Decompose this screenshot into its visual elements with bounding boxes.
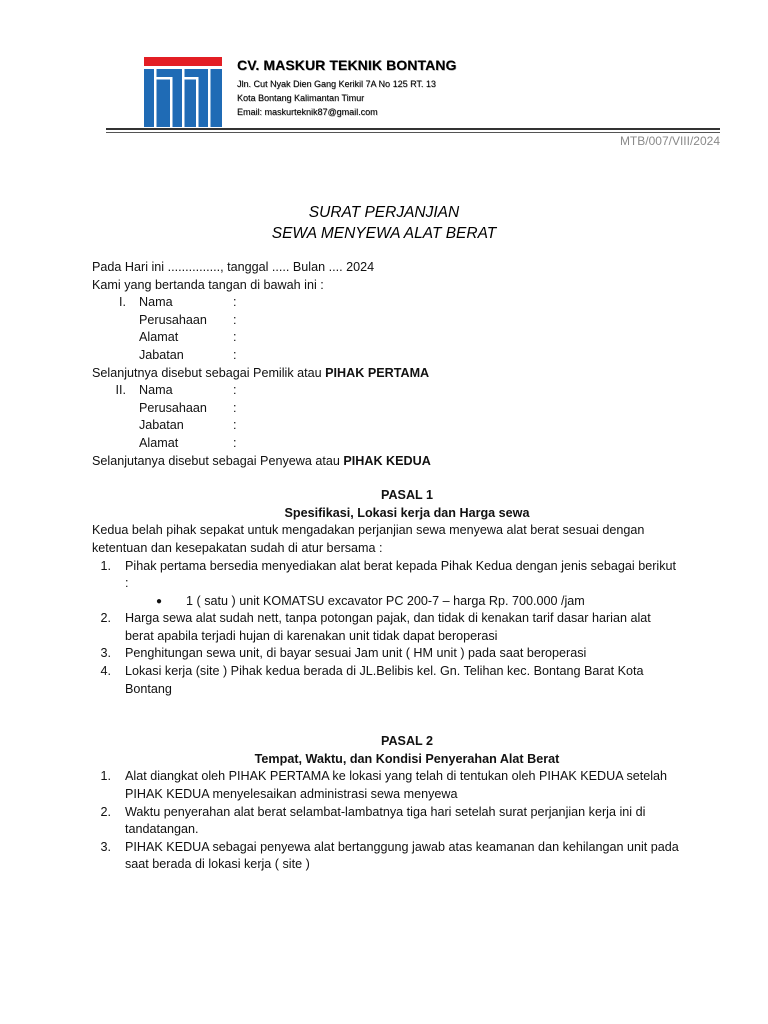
party1-block xyxy=(92,294,722,364)
party1-field-label: Jabatan xyxy=(139,347,184,362)
party2-row xyxy=(92,417,722,435)
pasal1-intro-line1: Kedua belah pihak sepakat untuk mengadakan perjanjian sewa menyewa alat berat sesuai dengan xyxy=(92,523,645,538)
party2-field-label: Jabatan xyxy=(139,418,184,433)
party2-field-label: Perusahaan xyxy=(139,400,207,415)
pasal1-intro-line2: ketentuan dan kesepakatan sudah di atur bersama : xyxy=(92,540,383,555)
party1-row xyxy=(92,294,722,312)
party2-numeral: II. xyxy=(115,383,126,398)
party2-row xyxy=(92,400,722,418)
party2-row xyxy=(92,382,722,400)
list-item: 3. PIHAK KEDUA sebagai penyewa alat bertanggung jawab atas keamanan dan kehilangan unit pada saat berada di lokasi kerja ( site ) xyxy=(100,839,679,872)
field-colon: : xyxy=(233,330,237,345)
party1-row xyxy=(92,329,722,347)
party2-designation: PIHAK KEDUA xyxy=(343,453,431,468)
pasal2-subheading: Tempat, Waktu, dan Kondisi Penyerahan Alat Berat xyxy=(254,751,560,766)
list-item: 2. Harga sewa alat sudah nett, tanpa potongan pajak, dan tidak di kenakan tarif dasar harian alat berat apabila terjadi hujan di karenakan unit tidak dapat beroperasi xyxy=(100,611,651,643)
field-colon: : xyxy=(233,400,237,415)
company-logo xyxy=(144,57,222,127)
party2-block xyxy=(92,382,722,452)
list-item: 1. Pihak pertama bersedia menyediakan alat berat kepada Pihak Kedua dengan jenis sebagai berikut : xyxy=(100,558,676,591)
pasal1-heading: PASAL 1 xyxy=(380,488,434,503)
letterhead-text xyxy=(237,57,457,119)
list-item: 4. Lokasi kerja (site ) Pihak kedua berada di JL.Belibis kel. Gn. Telihan kec. Bontang Barat Kota Bontang xyxy=(100,664,644,696)
party1-row xyxy=(92,347,722,365)
document-reference-number: MTB/007/VIII/2024 xyxy=(619,134,720,148)
company-name: CV. MASKUR TEKNIK BONTANG xyxy=(237,57,457,73)
party2-row xyxy=(92,435,722,453)
pasal2-heading: PASAL 2 xyxy=(380,734,434,749)
document-title-line1: SURAT PERJANJIAN xyxy=(308,204,460,221)
list-item: 3. Penghitungan sewa unit, di bayar sesuai Jam unit ( HM unit ) pada saat beroperasi xyxy=(100,646,587,661)
field-colon: : xyxy=(233,347,237,362)
party1-numeral: I. xyxy=(119,295,126,310)
list-item: 1. Alat diangkat oleh PIHAK PERTAMA ke lokasi yang telah di tentukan oleh PIHAK KEDUA setelah PIHAK KEDUA menyelesaikan administrasi sewa menyewa xyxy=(100,769,668,802)
document-body xyxy=(92,259,722,874)
company-email: Email: maskurteknik87@gmail.com xyxy=(237,107,378,117)
equipment-bullet-item: ● 1 ( satu ) unit KOMATSU excavator PC 200-7 – harga Rp. 700.000 /jam xyxy=(156,593,722,611)
document-title-line2: SEWA MENYEWA ALAT BERAT xyxy=(271,225,497,242)
party1-row xyxy=(92,312,722,330)
party1-field-label: Perusahaan xyxy=(139,312,207,327)
intro-signatories-line: Kami yang bertanda tangan di bawah ini : xyxy=(92,277,324,292)
party2-field-label: Alamat xyxy=(139,435,179,450)
company-address-line2: Kota Bontang Kalimantan Timur xyxy=(237,93,365,103)
letterhead-divider-thin xyxy=(106,132,720,133)
field-colon: : xyxy=(233,295,237,310)
party1-closing: Selanjutnya disebut sebagai Pemilik atau PIHAK PERTAMA xyxy=(92,365,430,380)
pasal1-list xyxy=(92,558,722,699)
bullet-icon: ● xyxy=(156,595,163,607)
field-colon: : xyxy=(233,435,237,450)
letterhead-divider-thick xyxy=(106,128,720,130)
party1-field-label: Nama xyxy=(139,295,173,310)
party2-field-label: Nama xyxy=(139,383,173,398)
pasal1-subheading: Spesifikasi, Lokasi kerja dan Harga sewa xyxy=(284,505,530,520)
field-colon: : xyxy=(233,383,237,398)
list-item: 2. Waktu penyerahan alat berat selambat-lambatnya tiga hari setelah surat perjanjian kerja ini di tandatangan. xyxy=(100,804,646,837)
company-address-line1: Jln. Cut Nyak Dien Gang Kerikil 7A No 125 RT. 13 xyxy=(237,79,436,89)
field-colon: : xyxy=(233,418,237,433)
pasal2-list xyxy=(92,768,722,874)
party2-closing: Selanjutanya disebut sebagai Penyewa atau PIHAK KEDUA xyxy=(92,453,431,468)
field-colon: : xyxy=(233,312,237,327)
party1-field-label: Alamat xyxy=(139,330,179,345)
party1-designation: PIHAK PERTAMA xyxy=(325,365,430,380)
intro-date-line: Pada Hari ini ..............., tanggal ..... Bulan .... 2024 xyxy=(92,260,375,274)
